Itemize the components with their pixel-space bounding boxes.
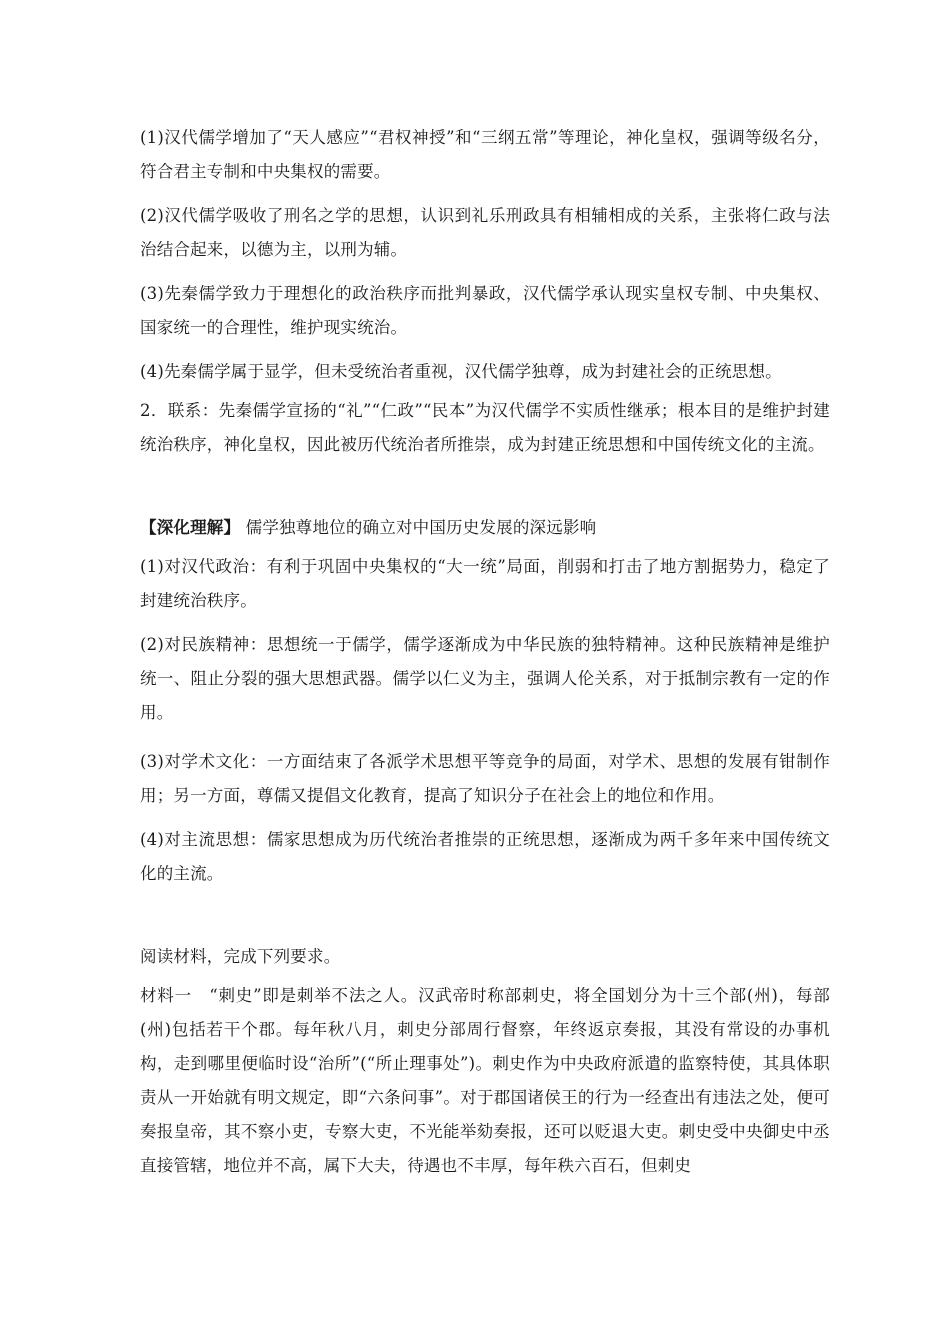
influence-item-3: (3)对学术文化：一方面结束了各派学术思想平等竞争的局面，对学术、思想的发展有钳制作用；另一方面，尊儒又提倡文化教育，提高了知识分子在社会上的地位和作用。 — [140, 752, 830, 805]
question-instruction: 阅读材料，完成下列要求。 — [140, 947, 341, 966]
influence-item-4: (4)对主流思想：儒家思想成为历代统治者推崇的正统思想，逐渐成为两千多年来中国传统文化的主流。 — [140, 830, 830, 883]
deepen-understanding-title: 儒学独尊地位的确立对中国历史发展的深远影响 — [240, 518, 597, 537]
influence-item-1: (1)对汉代政治：有利于巩固中央集权的“大一统”局面，削弱和打击了地方割据势力，稳定了封建统治秩序。 — [140, 557, 830, 610]
difference-item-2: (2)汉代儒学吸收了刑名之学的思想，认识到礼乐刑政具有相辅相成的关系，主张将仁政与法治结合起来，以德为主，以刑为辅。 — [140, 206, 830, 259]
difference-item-3: (3)先秦儒学致力于理想化的政治秩序而批判暴政，汉代儒学承认现实皇权专制、中央集权、国家统一的合理性，维护现实统治。 — [140, 284, 830, 337]
difference-item-4: (4)先秦儒学属于显学，但未受统治者重视，汉代儒学独尊，成为封建社会的正统思想。 — [140, 362, 782, 381]
influence-item-2: (2)对民族精神：思想统一于儒学，儒学逐渐成为中华民族的独特精神。这种民族精神是维护统一、阻止分裂的强大思想武器。儒学以仁义为主，强调人伦关系，对于抵制宗教有一定的作用。 — [140, 635, 830, 722]
connection-paragraph: 2．联系：先秦儒学宣扬的“礼”“仁政”“民本”为汉代儒学不实质性继承；根本目的是维护封建统治秩序，神化皇权，因此被历代统治者所推崇，成为封建正统思想和中国传统文化的主流。 — [140, 401, 830, 454]
deepen-understanding-heading — [140, 511, 830, 545]
difference-item-1: (1)汉代儒学增加了“天人感应”“君权神授”和“三纲五常”等理论，神化皇权，强调等级名分，符合君主专制和中央集权的需要。 — [140, 128, 830, 181]
material-one-paragraph: 材料一 “刺史”即是刺举不法之人。汉武帝时称部刺史，将全国划分为十三个部(州)，每部(州)包括若干个郡。每年秋八月，刺史分部周行督察，年终返京奏报，其没有常设的办事机构，走到哪里便临时设“治所”(“所止理事处”)。刺史作为中央政府派遣的监察特使，其具体职责从一开始就有明文规定，即“六条问事”。对于郡国诸侯王的行为一经查出有违法之处，便可奏报皇帝，其不察小吏，专察大吏，不光能举劾奏报，还可以贬退大吏。刺史受中央御史中丞直接管辖，地位并不高，属下大夫，待遇也不丰厚，每年秩六百石，但刺史 — [140, 986, 830, 1175]
deepen-understanding-tag: 【深化理解】 — [140, 518, 241, 537]
